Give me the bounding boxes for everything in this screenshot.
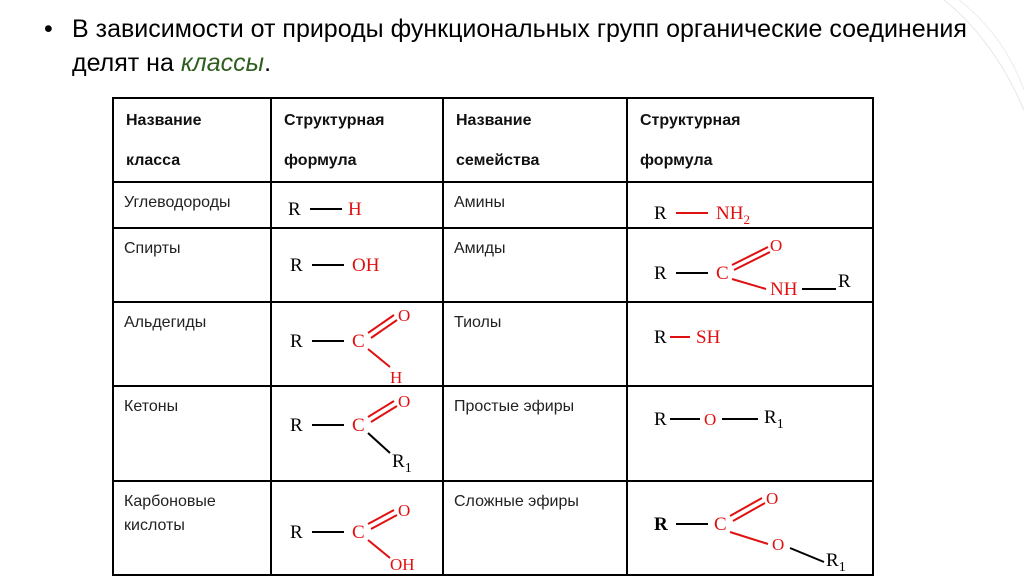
intro-text: В зависимости от природы функциональных групп органические соединения делят на [72,15,967,77]
intro-accent: классы [180,49,265,77]
table-row [113,228,873,302]
formula-thiol [627,302,873,386]
svg-text:C: C [352,522,365,543]
svg-text:R1: $R_1$ [826,550,846,575]
class-name-cell: Спирты [113,228,271,302]
svg-text:R: R [654,514,668,535]
svg-text:NH2: $NH_2$ [716,203,750,227]
svg-text:R: R [288,199,301,220]
class-name-cell: Карбоновые кислоты [113,481,271,575]
class-name-cell: Альдегиды [113,302,271,386]
bullet-icon: • [44,15,53,43]
svg-text:R1: $R_1$ [392,451,412,476]
table-row [113,302,873,386]
svg-text:C: C [716,263,729,284]
svg-text:O: O [772,535,785,554]
formula-ether [627,386,873,481]
svg-text:H: H [390,368,403,387]
table-row [113,182,873,228]
svg-text:O: O [704,410,717,429]
formula-alcohol [271,228,443,302]
formula-aldehyde [271,302,443,386]
table-row [113,481,873,575]
table-header-row [113,98,873,182]
svg-text:R: R [654,263,667,284]
family-name-cell: Сложные эфиры [443,481,627,575]
formula-amide [627,228,873,302]
svg-text:C: C [352,331,365,352]
svg-text:R1: $R_1$ [764,407,784,432]
svg-text:R: R [290,255,303,276]
svg-text:O: O [770,236,783,255]
svg-text:H: H [348,199,362,220]
formula-ester [627,481,873,575]
svg-text:R: R [290,522,303,543]
family-name-cell: Амины [443,182,627,228]
class-name-cell: Кетоны [113,386,271,481]
svg-text:NH: NH [770,279,798,300]
family-name-cell: Амиды [443,228,627,302]
svg-text:SH: SH [696,327,721,348]
svg-text:R: R [290,415,303,436]
svg-text:C: C [352,415,365,436]
svg-text:OH: OH [352,255,380,276]
formula-amine [627,182,873,228]
header-formula: Структурная формула [271,98,443,182]
family-name-cell: Простые эфиры [443,386,627,481]
svg-text:O: O [398,392,411,411]
svg-text:O: O [398,306,411,325]
header-class-name: Название класса [113,98,271,182]
svg-text:O: O [398,501,411,520]
classes-table [112,97,874,576]
svg-text:C: C [714,514,727,535]
class-name-cell: Углеводороды [113,182,271,228]
family-name-cell: Тиолы [443,302,627,386]
svg-text:R: R [290,331,303,352]
formula-ketone [271,386,443,481]
formula-carboxylic-acid [271,481,443,575]
header-family-name: Название семейства [443,98,627,182]
svg-text:R: R [838,271,851,292]
svg-text:R: R [654,203,667,224]
svg-text:R: R [654,327,667,348]
svg-text:O: O [766,489,779,508]
svg-text:OH: OH [390,555,415,574]
header-formula-2: Структурная формула [627,98,873,182]
intro-end: . [264,49,272,77]
table-row [113,386,873,481]
svg-text:R: R [654,409,667,430]
formula-hydrocarbon [271,182,443,228]
